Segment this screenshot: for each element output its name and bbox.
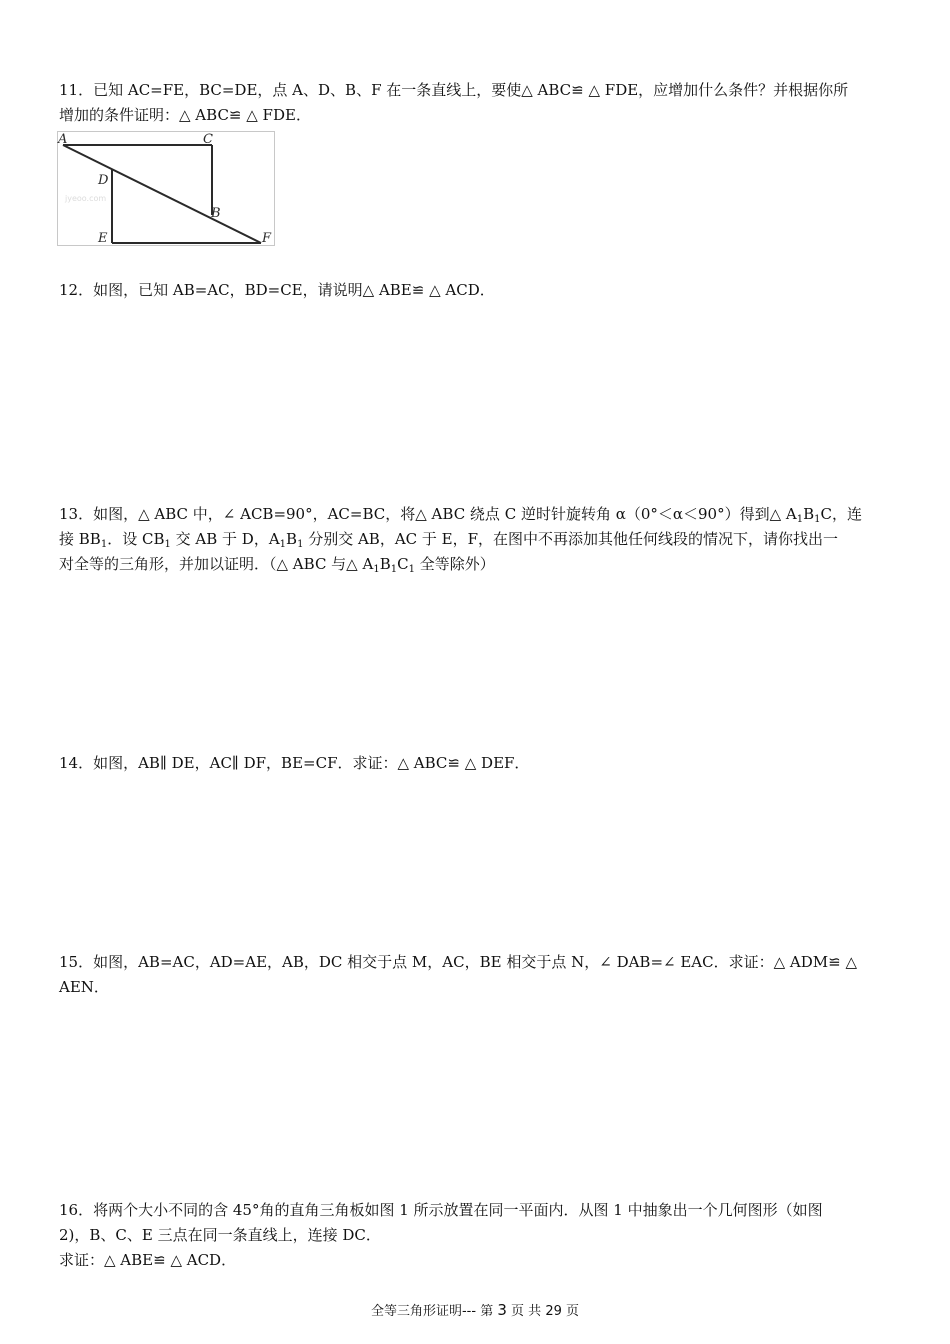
question-14 bbox=[59, 751, 897, 776]
footer-total-pages: 29 bbox=[545, 1304, 562, 1319]
question-14-text: 14．如图，AB∥ DE，AC∥ DF，BE=CF．求证：△ ABC≌ △ DEF． bbox=[59, 754, 530, 772]
figure-watermark: jyeoo.com bbox=[65, 194, 107, 203]
footer-page-prefix: 第 bbox=[480, 1304, 494, 1319]
question-11-line-1: 11．已知 AC=FE，BC=DE，点 A、D、B、F 在一条直线上，要使△ ABC≌ △ FDE，应增加什么条件？并根据你所 bbox=[59, 81, 849, 99]
question-16-line-1: 16．将两个大小不同的含 45°角的直角三角板如图 1 所示放置在同一平面内．从图 1 中抽象出一个几何图形（如图 bbox=[59, 1201, 823, 1219]
question-15 bbox=[59, 950, 897, 1000]
question-13-line-1: 13．如图，△ ABC 中，∠ ACB=90°，AC=BC，将△ ABC 绕点 C 逆时针旋转角 α（0°＜α＜90°）得到△ $A_1B_1C$，连 bbox=[59, 505, 863, 525]
question-15-text: 15．如图，AB=AC，AD=AE，AB，DC 相交于点 M，AC，BE 相交于点 N，∠ DAB=∠ EAC．求证：△ ADM≌ △ AEN． bbox=[59, 953, 858, 996]
question-16-line-3: 求证：△ ABE≌ △ ACD． bbox=[59, 1251, 237, 1269]
question-12-text: 12．如图，已知 AB=AC，BD=CE，请说明△ ABE≌ △ ACD． bbox=[59, 281, 495, 299]
footer-page-suffix: 页 bbox=[566, 1304, 580, 1319]
label-f: F bbox=[262, 231, 272, 246]
figure-frame bbox=[58, 132, 275, 246]
question-11-line-2: 增加的条件证明：△ ABC≌ △ FDE． bbox=[59, 106, 311, 124]
footer-page-mid: 页 共 bbox=[511, 1304, 542, 1319]
footer-title: 全等三角形证明--- bbox=[370, 1304, 477, 1319]
question-13-line-2: 接 $BB_1$．设 $CB_1$ 交 AB 于 D，$A_1B_1$ 分别交 AB，AC 于 E，F，在图中不再添加其他任何线段的情况下，请你找出一 bbox=[59, 530, 839, 550]
question-12 bbox=[59, 278, 897, 303]
label-c: C bbox=[203, 132, 213, 147]
label-e: E bbox=[98, 231, 108, 246]
footer-page-number: 3 bbox=[497, 1301, 507, 1319]
question-11 bbox=[59, 78, 897, 128]
question-13 bbox=[59, 502, 897, 577]
question-13-line-3: 对全等的三角形，并加以证明．（△ ABC 与△ $A_1B_1C_1$ 全等除外） bbox=[59, 555, 495, 575]
page-footer bbox=[0, 1300, 950, 1319]
label-d: D bbox=[98, 173, 109, 188]
label-a: A bbox=[58, 132, 68, 147]
question-16 bbox=[59, 1198, 897, 1273]
label-b: B bbox=[211, 206, 221, 221]
question-16-line-2: 2)，B、C、E 三点在同一条直线上，连接 DC． bbox=[59, 1226, 381, 1244]
question-11-figure bbox=[57, 131, 275, 246]
